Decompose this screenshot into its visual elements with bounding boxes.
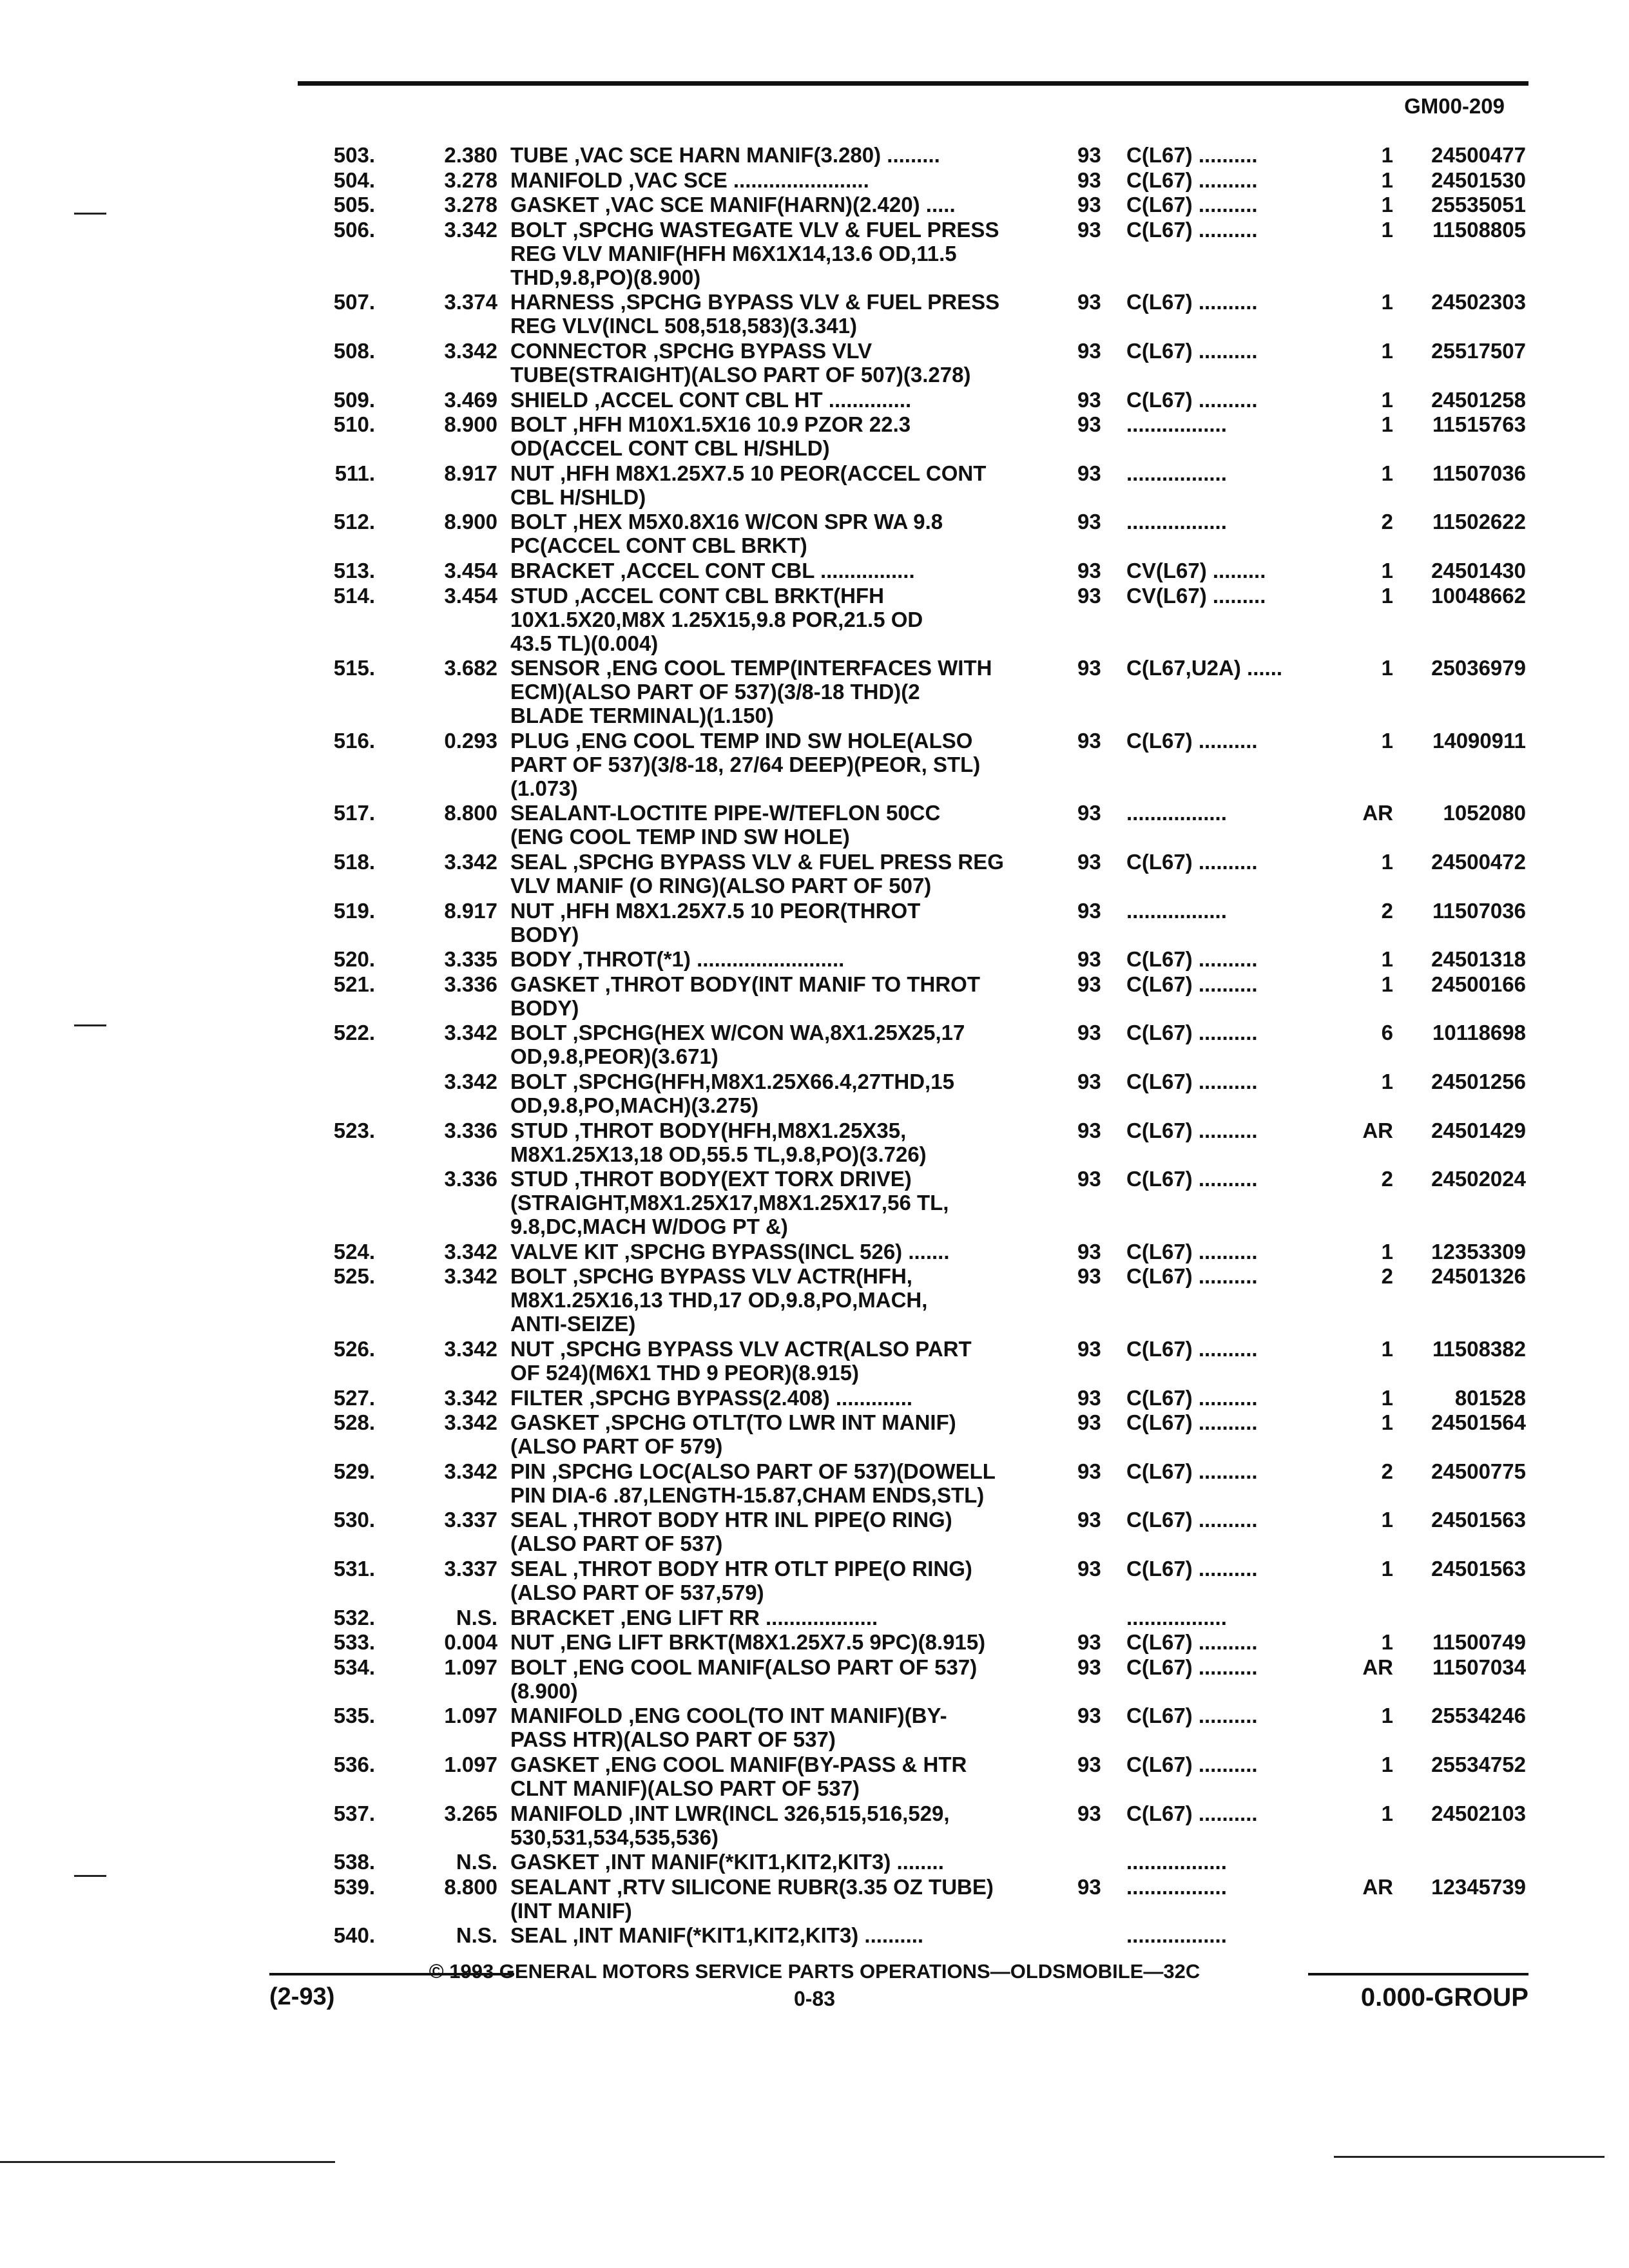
model-year: 93 (1077, 947, 1101, 972)
group-number: 3.682 (444, 656, 497, 680)
part-number: 10048662 (1431, 583, 1526, 608)
item-number: 530. (333, 1508, 375, 1532)
item-number: 527. (333, 1385, 375, 1410)
model-code: C(L67) .......... (1126, 1557, 1258, 1581)
model-code: C(L67) .......... (1126, 1655, 1258, 1679)
model-code: C(L67) .......... (1126, 1508, 1258, 1532)
scan-mark (0, 2161, 335, 2163)
model-code: C(L67) .......... (1126, 1264, 1258, 1289)
model-code: C(L67) .......... (1126, 168, 1258, 192)
group-number: 3.454 (444, 559, 497, 582)
item-number: 525. (333, 1264, 375, 1289)
model-year: 93 (1077, 461, 1101, 485)
scan-mark (74, 213, 106, 215)
part-description: BOLT ,ENG COOL MANIF(ALSO PART OF 537) (8.900) (510, 1655, 978, 1703)
item-number: 522. (333, 1021, 375, 1045)
group-number: 0.004 (444, 1630, 497, 1655)
model-code: ................. (1126, 510, 1227, 534)
model-code: C(L67) .......... (1126, 1753, 1258, 1776)
quantity: 1 (1381, 1753, 1393, 1776)
item-number: 536. (333, 1753, 375, 1776)
scan-mark (74, 1024, 106, 1026)
quantity: 1 (1381, 387, 1393, 412)
part-number: 24502303 (1431, 290, 1526, 314)
part-description: NUT ,HFH M8X1.25X7.5 10 PEOR(THROT BODY) (510, 898, 921, 947)
quantity: 1 (1381, 1337, 1393, 1361)
model-code: CV(L67) ......... (1126, 583, 1266, 608)
part-number: 25534246 (1431, 1704, 1526, 1728)
part-number: 24501564 (1431, 1410, 1526, 1435)
part-number: 12353309 (1431, 1239, 1526, 1264)
model-year: 93 (1077, 1459, 1101, 1483)
item-number: 537. (333, 1801, 375, 1825)
model-year: 93 (1077, 1410, 1101, 1435)
item-number: 526. (333, 1337, 375, 1361)
model-year: 93 (1077, 972, 1101, 996)
quantity: 1 (1381, 583, 1393, 608)
quantity: 1 (1381, 193, 1393, 217)
model-year: 93 (1077, 412, 1101, 437)
model-year: 93 (1077, 850, 1101, 874)
part-number: 24500166 (1431, 972, 1526, 996)
group-number: 3.374 (444, 290, 497, 314)
model-code: C(L67) .......... (1126, 1385, 1258, 1410)
doc-id: GM00-209 (1404, 94, 1505, 118)
part-description: STUD ,THROT BODY(EXT TORX DRIVE) (STRAIGHT,M8X1.25X17,M8X1.25X17,56 TL, 9.8,DC,MACH W/DOG PT &) (510, 1167, 949, 1239)
part-number: 11500749 (1432, 1630, 1526, 1655)
item-number: 528. (333, 1410, 375, 1435)
part-description: GASKET ,ENG COOL MANIF(BY-PASS & HTR CLNT MANIF)(ALSO PART OF 537) (510, 1753, 967, 1800)
item-number: 506. (333, 217, 375, 242)
quantity: 1 (1381, 217, 1393, 242)
quantity: 1 (1381, 168, 1393, 192)
part-description: MANIFOLD ,VAC SCE ....................... (510, 168, 869, 192)
part-description: BOLT ,SPCHG BYPASS VLV ACTR(HFH, M8X1.25X16,13 THD,17 OD,9.8,PO,MACH, ANTI-SEIZE) (510, 1264, 928, 1336)
item-number: 515. (333, 656, 375, 680)
part-number: 24501563 (1431, 1508, 1526, 1532)
item-number: 538. (333, 1850, 375, 1874)
group-number: 3.342 (444, 1337, 497, 1361)
group-number: 3.342 (444, 217, 497, 242)
model-year: 93 (1077, 656, 1101, 680)
quantity: 2 (1381, 1459, 1393, 1483)
part-description: NUT ,ENG LIFT BRKT(M8X1.25X7.5 9PC)(8.915) (510, 1630, 986, 1655)
part-number: 24501430 (1431, 559, 1526, 582)
part-number: 11507036 (1432, 898, 1526, 923)
part-number: 801528 (1454, 1385, 1526, 1410)
part-description: BRACKET ,ACCEL CONT CBL ................ (510, 559, 915, 582)
part-description: SEAL ,SPCHG BYPASS VLV & FUEL PRESS REG VLV MANIF (O RING)(ALSO PART OF 507) (510, 850, 1004, 898)
group-number: 3.342 (444, 850, 497, 874)
group-number: 3.337 (444, 1508, 497, 1532)
model-year: 93 (1077, 290, 1101, 314)
quantity: 1 (1381, 1801, 1393, 1825)
item-number: 517. (333, 801, 375, 825)
model-code: C(L67) .......... (1126, 1167, 1258, 1191)
model-year: 93 (1077, 217, 1101, 242)
part-description: SEALANT-LOCTITE PIPE-W/TEFLON 50CC (ENG COOL TEMP IND SW HOLE) (510, 801, 941, 849)
part-description: GASKET ,INT MANIF(*KIT1,KIT2,KIT3) ........ (510, 1850, 944, 1874)
part-description: BOLT ,HFH M10X1.5X16 10.9 PZOR 22.3 OD(ACCEL CONT CBL H/SHLD) (510, 412, 911, 461)
header-rule (298, 81, 1528, 86)
model-year: 93 (1077, 1508, 1101, 1532)
part-description: BOLT ,SPCHG WASTEGATE VLV & FUEL PRESS REG VLV MANIF(HFH M6X1X14,13.6 OD,11.5 THD,9.8,PO)(8.900) (510, 217, 999, 289)
item-number: 534. (333, 1655, 375, 1679)
revision-date: (2-93) (269, 1983, 335, 2010)
group-number: 3.336 (444, 972, 497, 996)
item-number: 510. (333, 412, 375, 437)
model-code: C(L67) .......... (1126, 1459, 1258, 1483)
model-code: C(L67) .......... (1126, 728, 1258, 753)
model-code: C(L67) .......... (1126, 339, 1258, 363)
model-code: C(L67) .......... (1126, 1410, 1258, 1435)
model-code: ................. (1126, 412, 1227, 437)
model-code: C(L67) .......... (1126, 1118, 1258, 1142)
group-number: 3.337 (444, 1557, 497, 1581)
model-year: 93 (1077, 1801, 1101, 1825)
part-description: NUT ,SPCHG BYPASS VLV ACTR(ALSO PART OF 524)(M6X1 THD 9 PEOR)(8.915) (510, 1337, 972, 1385)
quantity: 2 (1381, 898, 1393, 923)
quantity: 1 (1381, 339, 1393, 363)
group-number: 1.097 (444, 1655, 497, 1679)
part-description: FILTER ,SPCHG BYPASS(2.408) ............. (510, 1385, 913, 1410)
quantity: 1 (1381, 412, 1393, 437)
part-description: STUD ,THROT BODY(HFH,M8X1.25X35, M8X1.25X13,18 OD,55.5 TL,9.8,PO)(3.726) (510, 1118, 927, 1166)
model-code: C(L67) .......... (1126, 1239, 1258, 1264)
quantity: 1 (1381, 947, 1393, 972)
scan-mark (74, 1875, 106, 1877)
model-code: C(L67) .......... (1126, 850, 1258, 874)
item-number: 529. (333, 1459, 375, 1483)
model-year: 93 (1077, 143, 1101, 167)
quantity: 1 (1381, 461, 1393, 485)
group-number: 3.454 (444, 583, 497, 608)
page-number: 0-83 (793, 1987, 836, 2010)
part-number: 24500472 (1431, 850, 1526, 874)
part-number: 25534752 (1431, 1753, 1526, 1776)
model-code: C(L67) .......... (1126, 143, 1258, 167)
model-code: C(L67) .......... (1126, 1704, 1258, 1728)
item-number: 508. (333, 339, 375, 363)
quantity: 2 (1381, 1264, 1393, 1289)
part-description: STUD ,ACCEL CONT CBL BRKT(HFH 10X1.5X20,M8X 1.25X15,9.8 POR,21.5 OD 43.5 TL)(0.004) (510, 583, 923, 655)
item-number: 512. (333, 510, 375, 534)
model-year: 93 (1077, 1239, 1101, 1264)
quantity: 1 (1381, 1410, 1393, 1435)
model-code: C(L67) .......... (1126, 972, 1258, 996)
model-year: 93 (1077, 583, 1101, 608)
part-number: 25517507 (1431, 339, 1526, 363)
quantity: 1 (1381, 1508, 1393, 1532)
quantity: AR (1362, 1655, 1393, 1679)
part-number: 24502103 (1431, 1801, 1526, 1825)
model-year: 93 (1077, 728, 1101, 753)
part-description: SEALANT ,RTV SILICONE RUBR(3.35 OZ TUBE) (INT MANIF) (510, 1874, 994, 1923)
group-number: 3.469 (444, 387, 497, 412)
item-number: 511. (334, 461, 375, 485)
part-description: BOLT ,SPCHG(HEX W/CON WA,8X1.25X25,17 OD,9.8,PEOR)(3.671) (510, 1021, 965, 1069)
group-number: 3.342 (444, 1021, 497, 1045)
part-description: GASKET ,SPCHG OTLT(TO LWR INT MANIF) (ALSO PART OF 579) (510, 1410, 956, 1459)
group-number: 3.336 (444, 1118, 497, 1142)
model-year: 93 (1077, 1118, 1101, 1142)
model-code: ................. (1126, 1923, 1227, 1948)
item-number: 507. (333, 290, 375, 314)
model-code: C(L67) .......... (1126, 1070, 1258, 1093)
part-description: NUT ,HFH M8X1.25X7.5 10 PEOR(ACCEL CONT CBL H/SHLD) (510, 461, 987, 509)
model-code: C(L67) .......... (1126, 193, 1258, 217)
model-code: C(L67) .......... (1126, 1630, 1258, 1655)
group-number: 8.917 (444, 898, 497, 923)
part-number: 11508805 (1432, 217, 1526, 242)
item-number: 524. (333, 1239, 375, 1264)
item-number: 533. (333, 1630, 375, 1655)
copyright: © 1993 GENERAL MOTORS SERVICE PARTS OPERATIONS—OLDSMOBILE—32C (429, 1960, 1200, 1983)
model-year: 93 (1077, 339, 1101, 363)
item-number: 521. (333, 972, 375, 996)
group-number: 3.342 (444, 1385, 497, 1410)
quantity: 1 (1381, 850, 1393, 874)
part-description: SEAL ,THROT BODY HTR OTLT PIPE(O RING) (ALSO PART OF 537,579) (510, 1557, 972, 1604)
model-code: C(L67) .......... (1126, 947, 1258, 972)
part-number: 11507034 (1432, 1655, 1526, 1679)
model-year: 93 (1077, 898, 1101, 923)
part-description: SEAL ,INT MANIF(*KIT1,KIT2,KIT3) .......... (510, 1923, 924, 1948)
part-description: SEAL ,THROT BODY HTR INL PIPE(O RING) (ALSO PART OF 537) (510, 1508, 952, 1556)
part-number: 11508382 (1432, 1337, 1526, 1361)
model-year: 93 (1077, 168, 1101, 192)
group-number: 3.342 (444, 1239, 497, 1264)
model-code: ................. (1126, 1605, 1227, 1629)
model-code: C(L67) .......... (1126, 1801, 1258, 1825)
group-number: 8.917 (444, 461, 497, 485)
model-year: 93 (1077, 559, 1101, 582)
group-number: 3.336 (444, 1167, 497, 1191)
part-description: TUBE ,VAC SCE HARN MANIF(3.280) ......... (510, 143, 940, 167)
part-number: 24502024 (1431, 1167, 1526, 1191)
quantity: 1 (1381, 1070, 1393, 1093)
part-description: PLUG ,ENG COOL TEMP IND SW HOLE(ALSO PART OF 537)(3/8-18, 27/64 DEEP)(PEOR, STL) (1.073) (510, 728, 981, 800)
quantity: 1 (1381, 1557, 1393, 1581)
item-number: 532. (333, 1605, 375, 1629)
model-code: ................. (1126, 1850, 1227, 1874)
quantity: AR (1362, 1118, 1393, 1142)
part-description: BOLT ,HEX M5X0.8X16 W/CON SPR WA 9.8 PC(ACCEL CONT CBL BRKT) (510, 510, 943, 558)
quantity: 1 (1381, 728, 1393, 753)
group-number: N.S. (456, 1605, 497, 1629)
part-description: CONNECTOR ,SPCHG BYPASS VLV TUBE(STRAIGHT)(ALSO PART OF 507)(3.278) (510, 339, 971, 387)
quantity: 2 (1381, 1167, 1393, 1191)
group-number: 3.335 (444, 947, 497, 972)
part-description: BODY ,THROT(*1) ......................... (510, 947, 845, 972)
model-code: ................. (1126, 461, 1227, 485)
item-number: 514. (333, 583, 375, 608)
part-number: 12345739 (1431, 1874, 1526, 1899)
model-year: 93 (1077, 1167, 1101, 1191)
group-number: 3.342 (444, 339, 497, 363)
quantity: 1 (1381, 1385, 1393, 1410)
model-code: ................. (1126, 898, 1227, 923)
group-number: 8.900 (444, 412, 497, 437)
model-code: C(L67) .......... (1126, 387, 1258, 412)
model-year: 93 (1077, 1704, 1101, 1728)
part-description: PIN ,SPCHG LOC(ALSO PART OF 537)(DOWELL PIN DIA-6 .87,LENGTH-15.87,CHAM ENDS,STL) (510, 1459, 996, 1507)
quantity: 1 (1381, 290, 1393, 314)
part-number: 11502622 (1432, 510, 1526, 534)
item-number: 539. (333, 1874, 375, 1899)
part-description: MANIFOLD ,INT LWR(INCL 326,515,516,529, 530,531,534,535,536) (510, 1801, 950, 1849)
group-number: 3.278 (444, 168, 497, 192)
part-number: 1052080 (1443, 801, 1526, 825)
group-number: 3.342 (444, 1264, 497, 1289)
part-number: 24501326 (1431, 1264, 1526, 1289)
quantity: 2 (1381, 510, 1393, 534)
model-year: 93 (1077, 1557, 1101, 1581)
quantity: 1 (1381, 559, 1393, 582)
item-number: 540. (333, 1923, 375, 1948)
item-number: 519. (333, 898, 375, 923)
item-number: 531. (333, 1557, 375, 1581)
part-description: MANIFOLD ,ENG COOL(TO INT MANIF)(BY- PASS HTR)(ALSO PART OF 537) (510, 1704, 947, 1752)
model-year: 93 (1077, 1337, 1101, 1361)
part-description: GASKET ,THROT BODY(INT MANIF TO THROT BODY) (510, 972, 981, 1020)
part-number: 24501256 (1431, 1070, 1526, 1093)
quantity: 6 (1381, 1021, 1393, 1045)
part-description: GASKET ,VAC SCE MANIF(HARN)(2.420) ..... (510, 193, 956, 217)
item-number: 518. (333, 850, 375, 874)
quantity: 1 (1381, 1630, 1393, 1655)
group-number: 8.800 (444, 801, 497, 825)
quantity: 1 (1381, 143, 1393, 167)
group-number: N.S. (456, 1923, 497, 1948)
quantity: AR (1362, 1874, 1393, 1899)
model-code: C(L67) .......... (1126, 1337, 1258, 1361)
group-number: 3.342 (444, 1070, 497, 1093)
model-code: ................. (1126, 801, 1227, 825)
part-number: 14090911 (1432, 728, 1526, 753)
model-code: C(L67,U2A) ...... (1126, 656, 1283, 680)
part-description: BRACKET ,ENG LIFT RR ................... (510, 1605, 878, 1629)
part-number: 10118698 (1432, 1021, 1526, 1045)
item-number: 516. (333, 728, 375, 753)
group-number: 8.800 (444, 1874, 497, 1899)
model-code: C(L67) .......... (1126, 290, 1258, 314)
group-number: 3.278 (444, 193, 497, 217)
part-description: HARNESS ,SPCHG BYPASS VLV & FUEL PRESS REG VLV(INCL 508,518,583)(3.341) (510, 290, 1000, 338)
item-number: 505. (333, 193, 375, 217)
model-code: C(L67) .......... (1126, 1021, 1258, 1045)
item-number: 535. (333, 1704, 375, 1728)
item-number: 520. (333, 947, 375, 972)
part-number: 24501563 (1431, 1557, 1526, 1581)
model-year: 93 (1077, 1874, 1101, 1899)
model-year: 93 (1077, 1021, 1101, 1045)
model-year: 93 (1077, 1630, 1101, 1655)
group-number: 1.097 (444, 1753, 497, 1776)
part-description: SHIELD ,ACCEL CONT CBL HT .............. (510, 387, 912, 412)
group-number: 8.900 (444, 510, 497, 534)
part-number: 25535051 (1431, 193, 1526, 217)
model-code: CV(L67) ......... (1126, 559, 1266, 582)
part-description: BOLT ,SPCHG(HFH,M8X1.25X66.4,27THD,15 OD,9.8,PO,MACH)(3.275) (510, 1070, 954, 1117)
group-number: 3.342 (444, 1459, 497, 1483)
group-number: 2.380 (444, 143, 497, 167)
part-number: 11507036 (1432, 461, 1526, 485)
model-year: 93 (1077, 1385, 1101, 1410)
group-number: 0.293 (444, 728, 497, 753)
quantity: 1 (1381, 656, 1393, 680)
model-code: C(L67) .......... (1126, 217, 1258, 242)
model-year: 93 (1077, 387, 1101, 412)
part-number: 24501429 (1431, 1118, 1526, 1142)
part-number: 24501318 (1431, 947, 1526, 972)
quantity: 1 (1381, 972, 1393, 996)
quantity: 1 (1381, 1239, 1393, 1264)
part-number: 25036979 (1431, 656, 1526, 680)
part-description: SENSOR ,ENG COOL TEMP(INTERFACES WITH ECM)(ALSO PART OF 537)(3/8-18 THD)(2 BLADE TERMINAL)(1.150) (510, 656, 992, 728)
item-number: 504. (333, 168, 375, 192)
model-year: 93 (1077, 801, 1101, 825)
model-year: 93 (1077, 193, 1101, 217)
scan-mark (1334, 2156, 1605, 2158)
group-number: 3.265 (444, 1801, 497, 1825)
model-year: 93 (1077, 1753, 1101, 1776)
group-number: 3.342 (444, 1410, 497, 1435)
model-year: 93 (1077, 1655, 1101, 1679)
part-number: 11515763 (1432, 412, 1526, 437)
group-label: 0.000-GROUP (1360, 1983, 1528, 2012)
part-number: 24501530 (1431, 168, 1526, 192)
model-year: 93 (1077, 510, 1101, 534)
item-number: 523. (333, 1118, 375, 1142)
model-year: 93 (1077, 1070, 1101, 1093)
quantity: AR (1362, 801, 1393, 825)
model-year: 93 (1077, 1264, 1101, 1289)
model-code: ................. (1126, 1874, 1227, 1899)
item-number: 513. (333, 559, 375, 582)
quantity: 1 (1381, 1704, 1393, 1728)
item-number: 509. (333, 387, 375, 412)
group-number: N.S. (456, 1850, 497, 1874)
part-description: VALVE KIT ,SPCHG BYPASS(INCL 526) ....... (510, 1239, 950, 1264)
part-number: 24500477 (1431, 143, 1526, 167)
group-number: 1.097 (444, 1704, 497, 1728)
part-number: 24500775 (1431, 1459, 1526, 1483)
part-number: 24501258 (1431, 387, 1526, 412)
item-number: 503. (333, 143, 375, 167)
